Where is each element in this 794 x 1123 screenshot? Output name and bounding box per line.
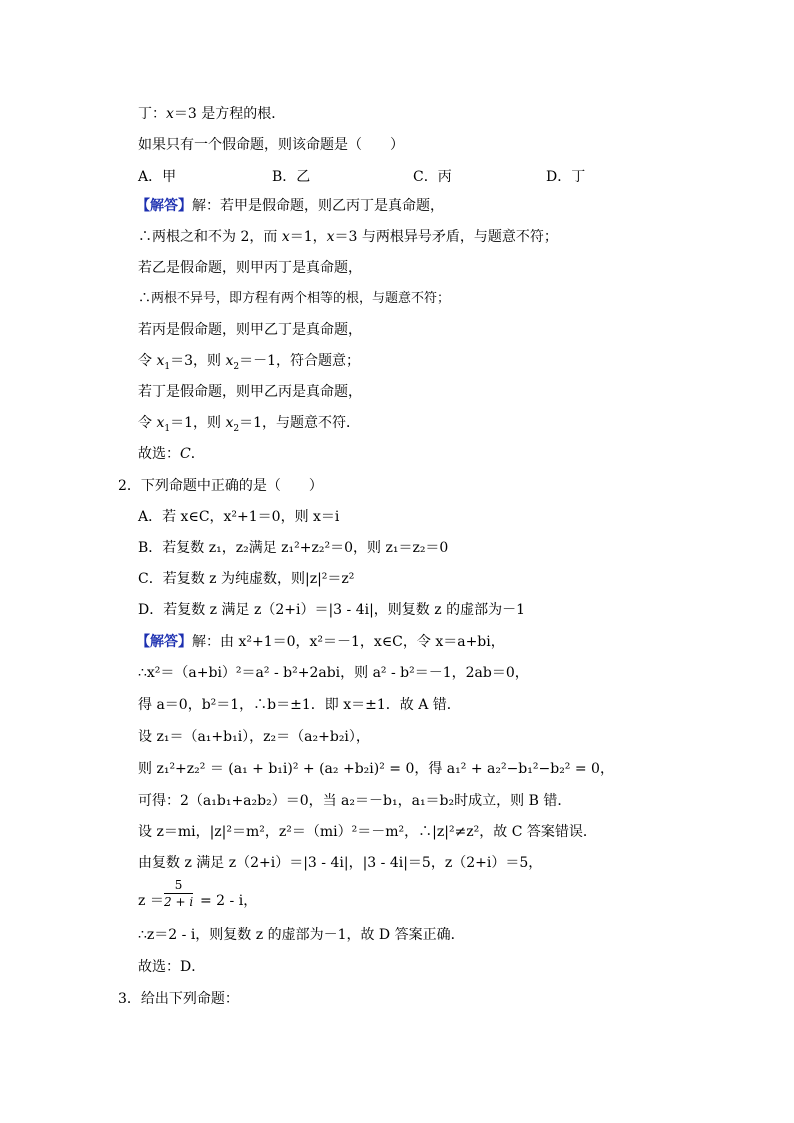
q1-solution-line-8: 令 $x_1=1$，则 $x_2=1$，与题意不符．	[138, 415, 361, 434]
q1-solution-line-5: 若丙是假命题，则甲乙丁是真命题，	[138, 322, 362, 338]
q2-solution-line-8: 由复数 z 满足 z（2+i）＝|3 - 4i|，|3 - 4i|＝5，z（2+i）＝5，	[138, 855, 543, 871]
q1-solution-line-4: ∴两根不异号，即方程有两个相等的根，与题意不符；	[138, 291, 451, 306]
q2-option-a: A．若 x∈C，x²+1＝0，则 x＝i	[138, 509, 340, 525]
q2-option-b: B．若复数 z₁，z₂满足 z₁²+z₂²＝0，则 z₁＝z₂＝0	[138, 540, 449, 556]
q1-option-d: D．丁	[546, 169, 586, 185]
q2-solution-line-7: 设 z＝mi，|z|²＝m²，z²＝（mi）²＝－m²，∴|z|²≠z²，故 C 答案错误．	[138, 824, 597, 840]
q1-option-c: C．丙	[413, 169, 452, 185]
q2-solution-line-10: ∴z＝2 - i，则复数 z 的虚部为－1，故 D 答案正确．	[138, 927, 465, 943]
q2-number: 2．	[118, 478, 141, 494]
q1-option-b: B．乙	[272, 169, 311, 185]
q2-option-d: D．若复数 z 满足 z（2+i）＝|3 - 4i|，则复数 z 的虚部为－1	[138, 602, 525, 618]
q1-answer-choice: 故选：C．	[138, 446, 205, 462]
q2-stem: 2．下列命题中正确的是（ ）	[118, 478, 323, 494]
q2-solution-line-4: 设 z₁＝（a₁+b₁i），z₂＝（a₂+b₂i），	[138, 729, 370, 745]
fraction-denominator: 2 + i	[164, 895, 194, 909]
q1-prompt: 如果只有一个假命题，则该命题是（ ）	[138, 137, 404, 153]
q1-condition-ding: 丁：x＝3 是方程的根．	[138, 106, 286, 122]
q1-solution-line-6: 令 $x_1=3$，则 $x_2=-1$，符合题意；	[138, 353, 361, 372]
q2-answer-choice: 故选：D．	[138, 959, 206, 975]
q2-solution-line-5: 则 z₁²+z₂² ＝ (a₁ + b₁i)² + (a₂ +b₂i)² = 0，得 a₁² + a₂²−b₁²−b₂² = 0，	[138, 761, 614, 777]
answer-tag: 【解答】	[136, 198, 192, 214]
q2-solution-line-2: ∴x²＝（a+bi）²＝a² - b²+2abi，则 a² - b²＝－1，2ab＝0，	[138, 665, 529, 681]
q1-solution-line-2: ∴两根之和不为 2，而 x＝1，x＝3 与两根异号矛盾，与题意不符；	[138, 229, 558, 245]
q2-fraction-rhs: = 2 - i，	[200, 893, 258, 909]
fraction-numerator: 5	[174, 878, 183, 892]
q2-fraction	[164, 878, 193, 909]
q3-stem: 3．给出下列命题：	[118, 991, 239, 1007]
q1-solution-line-3: 若乙是假命题，则甲丙丁是真命题，	[138, 260, 362, 276]
q2-solution-line-6: 可得：2（a₁b₁+a₂b₂）＝0，当 a₂＝－b₁，a₁＝b₂时成立，则 B 错．	[138, 793, 572, 809]
q2-solution-line-3: 得 a＝0，b²＝1，∴b＝±1．即 x＝±1．故 A 错．	[138, 697, 461, 713]
q1-solution-line-1: 【解答】解：若甲是假命题，则乙丙丁是真命题，	[136, 198, 444, 214]
q2-solution-line-1: 【解答】解：由 x²+1＝0，x²＝－1，x∈C，令 x＝a+bi，	[136, 634, 505, 650]
q2-fraction-lhs: z ＝	[138, 893, 164, 909]
q2-option-c: C．若复数 z 为纯虚数，则|z|²＝z²	[138, 571, 355, 587]
q1-solution-line-7: 若丁是假命题，则甲乙丙是真命题，	[138, 384, 362, 400]
answer-tag: 【解答】	[136, 634, 192, 650]
q3-number: 3．	[118, 991, 141, 1007]
q1-option-a: A．甲	[138, 169, 177, 185]
